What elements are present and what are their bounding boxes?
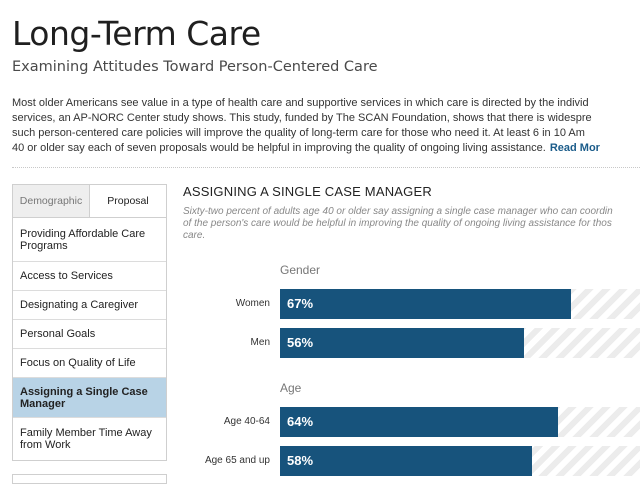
description-line: Sixty-two percent of adults age 40 or older say assigning a single case manager who can coordin	[183, 206, 613, 217]
bar-age-40-64: 64%	[280, 407, 558, 437]
bar-age-65-up: 58%	[280, 446, 532, 476]
intro-line-text: 40 or older say each of seven proposals would be helpful in improving the quality of ongoing living assistance.	[12, 142, 546, 154]
intro-paragraph	[12, 96, 640, 156]
read-more-link[interactable]: Read Mor	[549, 142, 600, 154]
page-subtitle: Examining Attitudes Toward Person-Centered Care	[12, 59, 378, 75]
menu-item-family-time-away[interactable]: Family Member Time Away from Work	[13, 417, 166, 460]
intro-line: such person-centered care policies will improve the quality of long-term care for those who need it. At least 6 in 10 Am	[12, 127, 585, 139]
menu-item-affordable-care[interactable]: Providing Affordable Care Programs	[20, 227, 146, 252]
bar-track-men	[280, 328, 640, 358]
section-description	[183, 206, 640, 242]
page-title: Long-Term Care	[12, 14, 261, 53]
group-label-age: Age	[280, 381, 302, 395]
intro-line	[12, 141, 640, 156]
bar-men: 56%	[280, 328, 524, 358]
menu-item-access-to-services[interactable]: Access to Services	[13, 261, 166, 290]
sidebar-lower-panel	[12, 474, 167, 484]
proposal-menu	[12, 218, 167, 461]
menu-item-single-case-manager[interactable]: Assigning a Single Case Manager	[13, 377, 166, 417]
intro-line: services, an AP-NORC Center study shows. This study, funded by The SCAN Foundation, shows that there is widespre	[12, 112, 592, 124]
intro-line: Most older Americans see value in a type of health care and supportive services in which care is directed by the individ	[12, 97, 589, 109]
row-label-men: Men	[250, 337, 270, 348]
tab-demographic[interactable]: Demographic	[13, 185, 90, 217]
group-label-gender: Gender	[280, 263, 321, 277]
row-label-age-40-64: Age 40-64	[223, 416, 270, 427]
view-tabs	[12, 184, 167, 218]
tab-proposal[interactable]: Proposal	[90, 185, 166, 217]
menu-item-personal-goals[interactable]: Personal Goals	[13, 319, 166, 348]
bar-track-age-65-up	[280, 446, 640, 476]
bar-women: 67%	[280, 289, 571, 319]
bar-track-age-40-64	[280, 407, 640, 437]
bar-track-women	[280, 289, 640, 319]
description-line: of the person's care would be helpful in improving the quality of ongoing living assistance for thos	[183, 218, 612, 229]
row-label-age-65-up: Age 65 and up	[204, 455, 270, 466]
divider	[12, 167, 640, 168]
menu-item-quality-of-life[interactable]: Focus on Quality of Life	[13, 348, 166, 377]
section-heading: ASSIGNING A SINGLE CASE MANAGER	[183, 184, 432, 199]
row-label-women: Women	[235, 298, 270, 309]
menu-item-designating-caregiver[interactable]: Designating a Caregiver	[13, 290, 166, 319]
description-line: care.	[183, 230, 206, 241]
